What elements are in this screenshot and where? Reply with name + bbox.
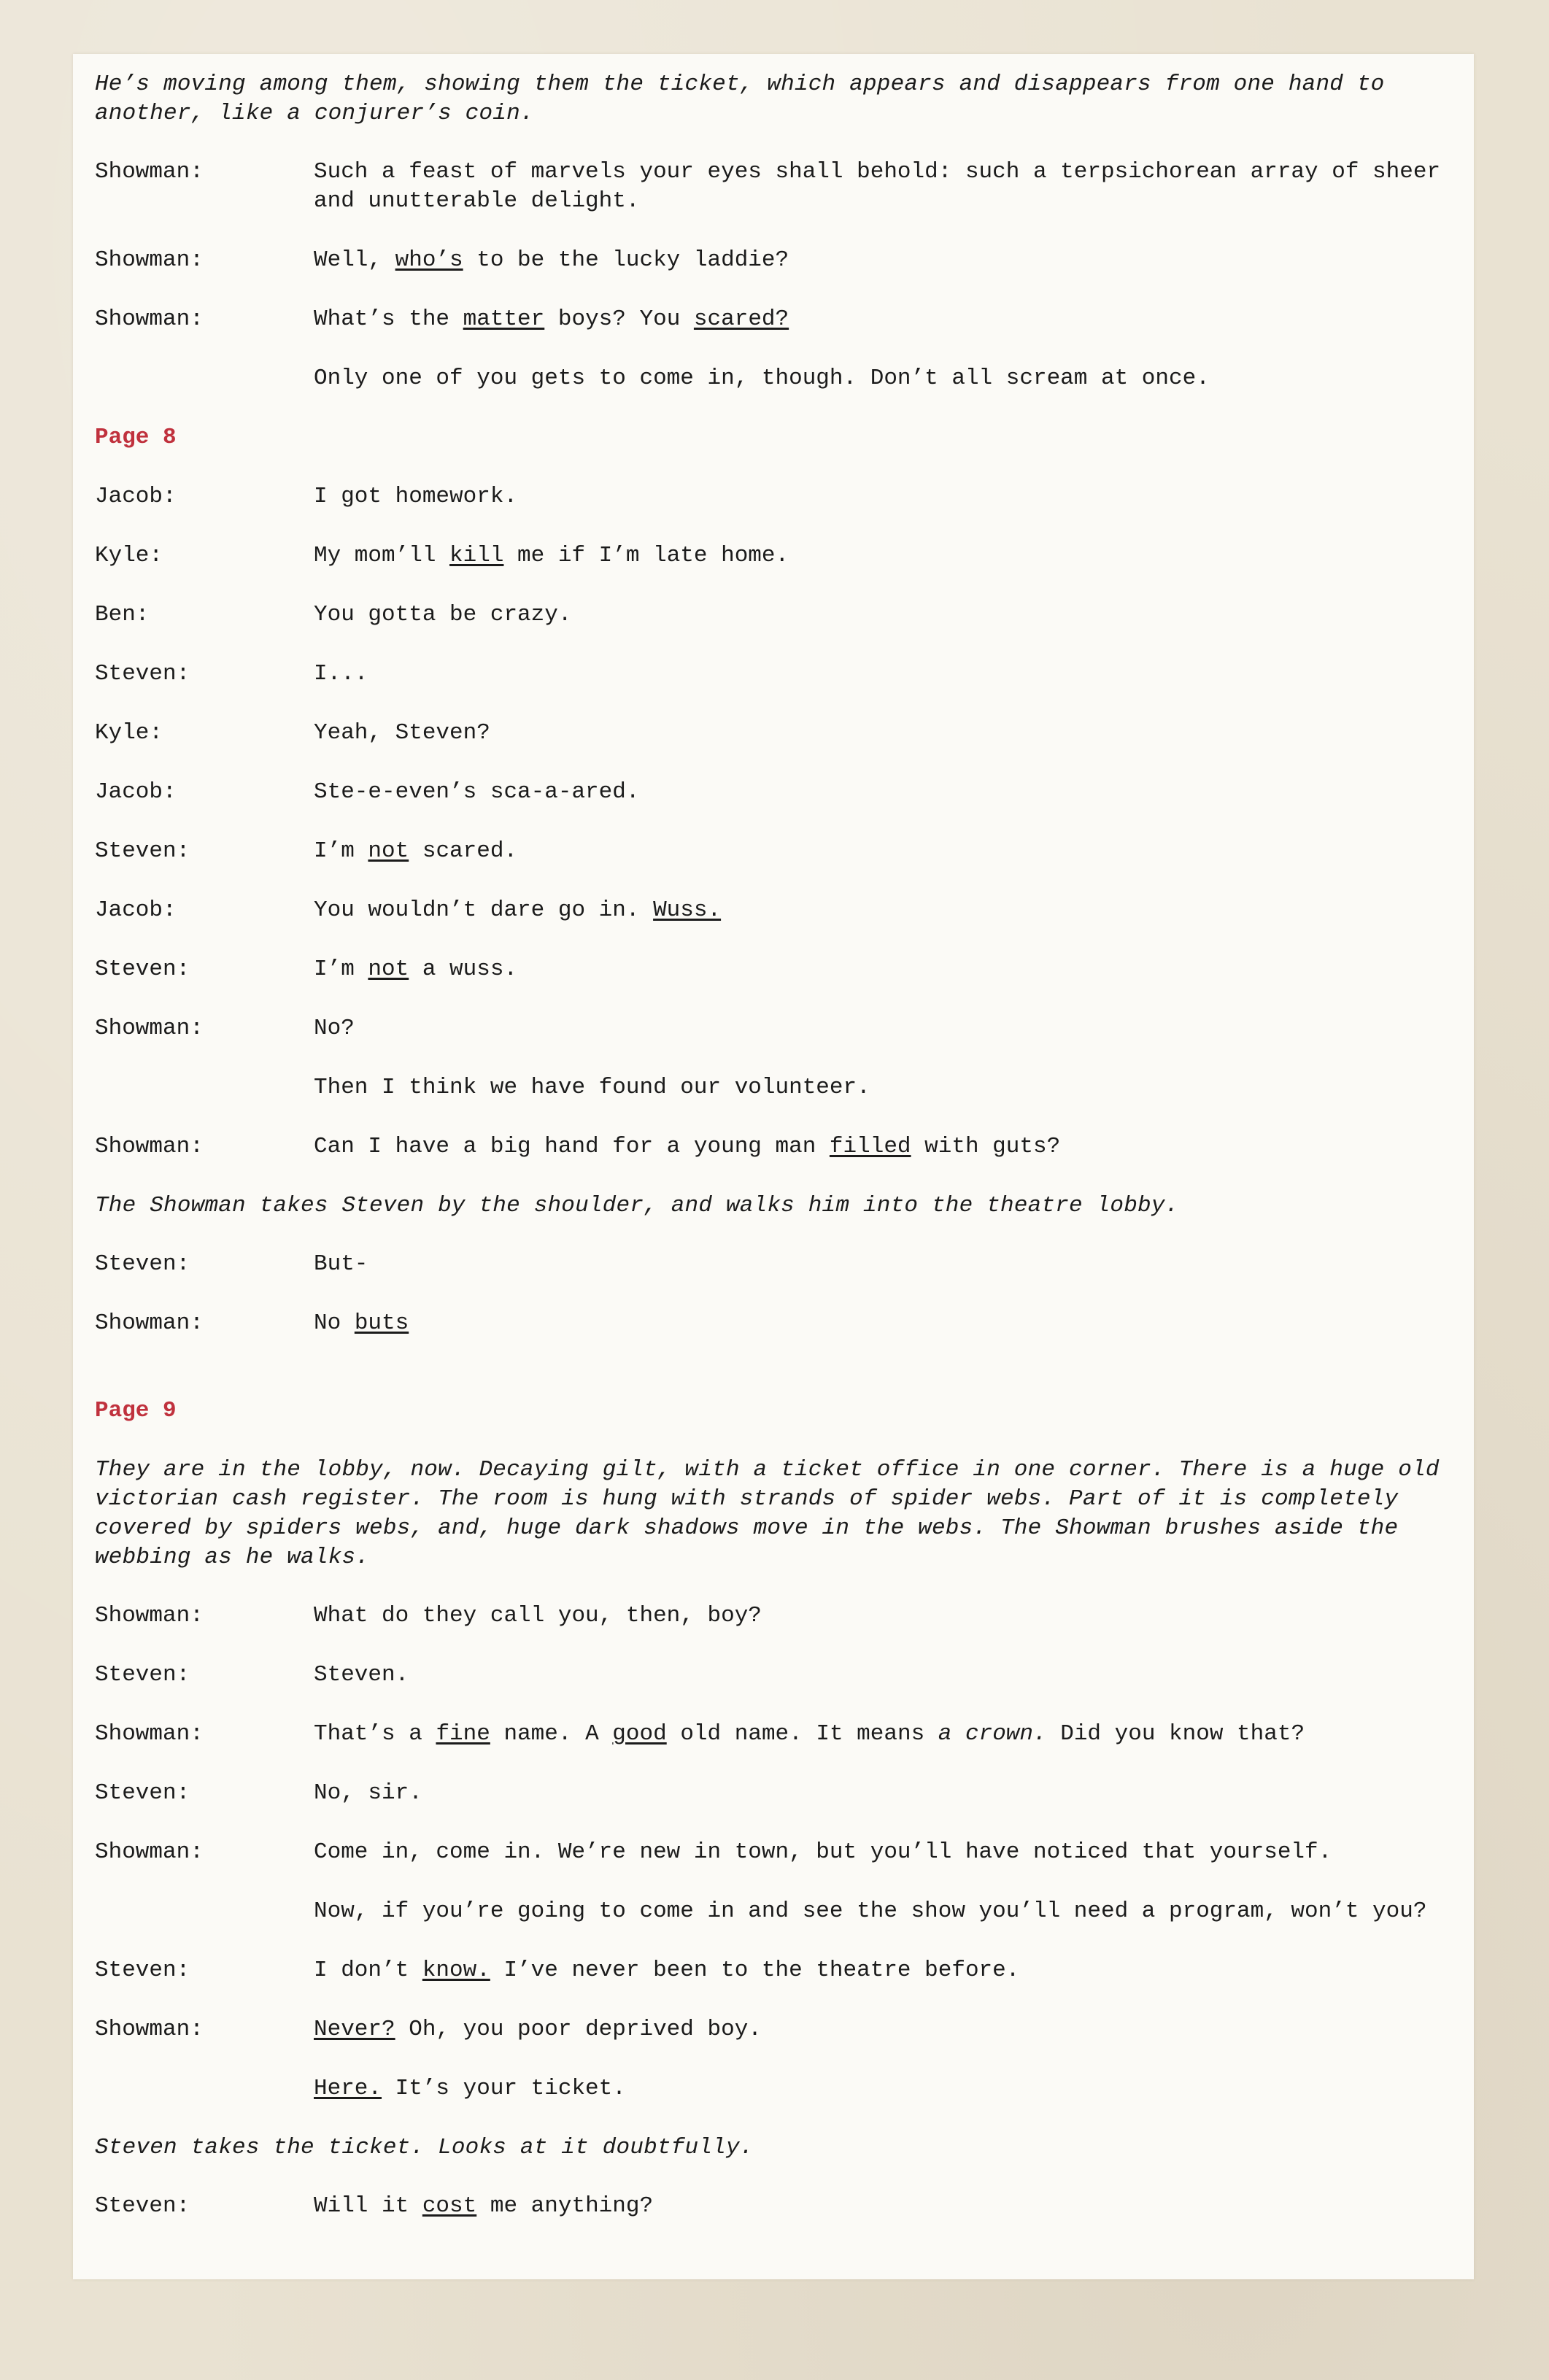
dialogue-line bbox=[95, 364, 1459, 393]
speaker-name: Jacob: bbox=[95, 484, 177, 509]
dialogue-line bbox=[95, 2074, 1459, 2103]
emphasis-underline: filled bbox=[829, 1134, 911, 1159]
text-segment: Oh, you poor deprived boy. bbox=[395, 2017, 762, 2042]
text-segment: me if I’m late home. bbox=[503, 543, 789, 568]
dialogue-line bbox=[95, 1838, 1459, 1867]
speaker-name: Showman: bbox=[95, 2017, 204, 2042]
text-segment: I’m bbox=[314, 838, 368, 864]
text-segment: Will it bbox=[314, 2193, 422, 2219]
text-segment: to be the lucky laddie? bbox=[463, 247, 789, 273]
emphasis-underline: buts bbox=[354, 1310, 409, 1336]
dialogue-text bbox=[314, 541, 1459, 571]
dialogue-text bbox=[314, 660, 1459, 689]
text-segment: Can I have a big hand for a young man bbox=[314, 1134, 830, 1159]
speaker-name: Kyle: bbox=[95, 720, 163, 746]
dialogue-line bbox=[95, 1309, 1459, 1338]
dialogue-text bbox=[314, 158, 1459, 216]
dialogue-line bbox=[95, 1250, 1459, 1279]
speaker-name: Steven: bbox=[95, 2193, 190, 2219]
text-segment: Such a feast of marvels your eyes shall behold: such a terpsichorean array of sheer and unutterable delight. bbox=[314, 159, 1441, 214]
dialogue-text bbox=[314, 1838, 1459, 1867]
text-segment: You wouldn’t dare go in. bbox=[314, 897, 654, 923]
dialogue-text bbox=[314, 1779, 1459, 1808]
dialogue-text bbox=[314, 1073, 1459, 1102]
speaker-name: Showman: bbox=[95, 1721, 204, 1747]
dialogue-line bbox=[95, 837, 1459, 866]
speaker-name: Steven: bbox=[95, 838, 190, 864]
text-segment: He’s moving among them, showing them the ticket, which appears and disappears from one hand to another, like a conjurer’s coin. bbox=[95, 72, 1385, 126]
speaker-name: Steven: bbox=[95, 661, 190, 687]
dialogue-line bbox=[95, 1014, 1459, 1043]
dialogue-line bbox=[95, 305, 1459, 334]
dialogue-line bbox=[95, 719, 1459, 748]
dialogue-text bbox=[314, 2074, 1459, 2103]
dialogue-line bbox=[95, 1661, 1459, 1690]
dialogue-text bbox=[314, 1309, 1459, 1338]
speaker-name: Showman: bbox=[95, 1839, 204, 1865]
text-segment: I... bbox=[314, 661, 368, 687]
text-segment: What do they call you, then, boy? bbox=[314, 1603, 762, 1628]
dialogue-text bbox=[314, 896, 1459, 925]
text-segment: Did you know that? bbox=[1046, 1721, 1305, 1747]
dialogue-text bbox=[314, 1661, 1459, 1690]
emphasis-underline: cost bbox=[422, 2193, 477, 2219]
speaker-name: Showman: bbox=[95, 1016, 204, 1041]
speaker-name: Jacob: bbox=[95, 779, 177, 805]
text-segment: Ste-e-even’s sca-a-ared. bbox=[314, 779, 640, 805]
dialogue-line bbox=[95, 955, 1459, 984]
text-segment: I got homework. bbox=[314, 484, 518, 509]
dialogue-text bbox=[314, 2192, 1459, 2221]
text-segment: Come in, come in. We’re new in town, but you’ll have noticed that yourself. bbox=[314, 1839, 1332, 1865]
speaker-name: Kyle: bbox=[95, 543, 163, 568]
emphasis-underline: Here. bbox=[314, 2076, 382, 2101]
dialogue-line bbox=[95, 541, 1459, 571]
text-segment: Steven takes the ticket. Looks at it doubtfully. bbox=[95, 2135, 754, 2160]
speaker-name: Steven: bbox=[95, 1780, 190, 1806]
text-segment: They are in the lobby, now. Decaying gilt, with a ticket office in one corner. There is a huge old victorian cash register. The room is hung with strands of spider webs. Part of it is completely covered by spiders webs, and, huge dark shadows move in the webs. The Showman brushes aside the webbing as he walks. bbox=[95, 1457, 1440, 1570]
page-heading: Page 8 bbox=[95, 425, 177, 450]
speaker-name: Showman: bbox=[95, 247, 204, 273]
dialogue-text bbox=[314, 778, 1459, 807]
dialogue-text bbox=[314, 1602, 1459, 1631]
dialogue-text bbox=[314, 1956, 1459, 1985]
stage-direction bbox=[95, 1191, 1459, 1221]
stage-direction bbox=[95, 2133, 1459, 2163]
text-segment: a wuss. bbox=[409, 957, 518, 982]
dialogue-line bbox=[95, 1132, 1459, 1162]
dialogue-text bbox=[314, 719, 1459, 748]
emphasis-underline: Wuss. bbox=[653, 897, 722, 923]
speaker-name: Showman: bbox=[95, 306, 204, 332]
text-segment: Well, bbox=[314, 247, 395, 273]
dialogue-text bbox=[314, 1897, 1459, 1926]
text-segment: boys? You bbox=[544, 306, 694, 332]
dialogue-line bbox=[95, 600, 1459, 630]
text-segment: I don’t bbox=[314, 1958, 422, 1983]
text-segment: Yeah, Steven? bbox=[314, 720, 490, 746]
dialogue-text bbox=[314, 837, 1459, 866]
dialogue-line bbox=[95, 158, 1459, 216]
dialogue-line bbox=[95, 1956, 1459, 1985]
text-segment: name. A bbox=[490, 1721, 613, 1747]
dialogue-text bbox=[314, 600, 1459, 630]
speaker-name: Steven: bbox=[95, 1251, 190, 1277]
speaker-name: Showman: bbox=[95, 1134, 204, 1159]
dialogue-line bbox=[95, 1073, 1459, 1102]
text-segment: That’s a bbox=[314, 1721, 436, 1747]
text-segment: I’ve never been to the theatre before. bbox=[490, 1958, 1020, 1983]
stage-direction bbox=[95, 70, 1459, 128]
text-segment: with guts? bbox=[911, 1134, 1061, 1159]
dialogue-line bbox=[95, 2192, 1459, 2221]
text-segment: You gotta be crazy. bbox=[314, 602, 572, 627]
dialogue-text bbox=[314, 1014, 1459, 1043]
text-segment: Steven. bbox=[314, 1662, 409, 1688]
text-segment: The Showman takes Steven by the shoulder, and walks him into the theatre lobby. bbox=[95, 1193, 1179, 1218]
text-segment: Now, if you’re going to come in and see the show you’ll need a program, won’t you? bbox=[314, 1898, 1427, 1924]
speaker-name: Showman: bbox=[95, 1310, 204, 1336]
emphasis-underline: kill bbox=[449, 543, 504, 568]
emphasis-underline: know. bbox=[422, 1958, 490, 1983]
dialogue-text bbox=[314, 305, 1459, 334]
script-content bbox=[95, 70, 1459, 2251]
text-segment: No bbox=[314, 1310, 355, 1336]
text-segment: scared. bbox=[409, 838, 518, 864]
text-segment: old name. It means bbox=[666, 1721, 938, 1747]
speaker-name: Jacob: bbox=[95, 897, 177, 923]
dialogue-text bbox=[314, 955, 1459, 984]
speaker-name: Showman: bbox=[95, 1603, 204, 1628]
emphasis-underline: Never? bbox=[314, 2017, 395, 2042]
dialogue-line bbox=[95, 778, 1459, 807]
script-page bbox=[73, 54, 1474, 2279]
dialogue-line bbox=[95, 1602, 1459, 1631]
emphasis-underline: matter bbox=[463, 306, 545, 332]
text-segment: My mom’ll bbox=[314, 543, 450, 568]
dialogue-line bbox=[95, 246, 1459, 275]
emphasis-underline: good bbox=[612, 1721, 667, 1747]
speaker-name: Showman: bbox=[95, 159, 204, 185]
page-heading: Page 9 bbox=[95, 1398, 177, 1423]
speaker-name: Steven: bbox=[95, 1958, 190, 1983]
speaker-name: Ben: bbox=[95, 602, 150, 627]
text-segment: No? bbox=[314, 1016, 355, 1041]
dialogue-line bbox=[95, 896, 1459, 925]
emphasis-underline: who’s bbox=[395, 247, 463, 273]
emphasis-underline: not bbox=[368, 957, 409, 982]
dialogue-line bbox=[95, 660, 1459, 689]
text-segment: No, sir. bbox=[314, 1780, 422, 1806]
text-segment: me anything? bbox=[476, 2193, 654, 2219]
dialogue-line bbox=[95, 1720, 1459, 1749]
emphasis-underline: fine bbox=[436, 1721, 490, 1747]
dialogue-text bbox=[314, 246, 1459, 275]
dialogue-text bbox=[314, 482, 1459, 511]
dialogue-line bbox=[95, 2015, 1459, 2044]
dialogue-text bbox=[314, 1250, 1459, 1279]
dialogue-line bbox=[95, 1779, 1459, 1808]
dialogue-text bbox=[314, 1720, 1459, 1749]
dialogue-line bbox=[95, 482, 1459, 511]
text-segment: Only one of you gets to come in, though. Don’t all scream at once. bbox=[314, 366, 1210, 391]
text-segment: But- bbox=[314, 1251, 368, 1277]
emphasis-italic: a crown. bbox=[938, 1721, 1047, 1747]
dialogue-text bbox=[314, 1132, 1459, 1162]
text-segment: It’s your ticket. bbox=[382, 2076, 626, 2101]
stage-direction bbox=[95, 1456, 1459, 1572]
speaker-name: Steven: bbox=[95, 957, 190, 982]
text-segment: Then I think we have found our volunteer. bbox=[314, 1075, 870, 1100]
emphasis-underline: not bbox=[368, 838, 409, 864]
emphasis-underline: scared? bbox=[693, 306, 789, 332]
dialogue-text bbox=[314, 2015, 1459, 2044]
text-segment: I’m bbox=[314, 957, 368, 982]
speaker-name: Steven: bbox=[95, 1662, 190, 1688]
dialogue-line bbox=[95, 1897, 1459, 1926]
dialogue-text bbox=[314, 364, 1459, 393]
text-segment: What’s the bbox=[314, 306, 463, 332]
